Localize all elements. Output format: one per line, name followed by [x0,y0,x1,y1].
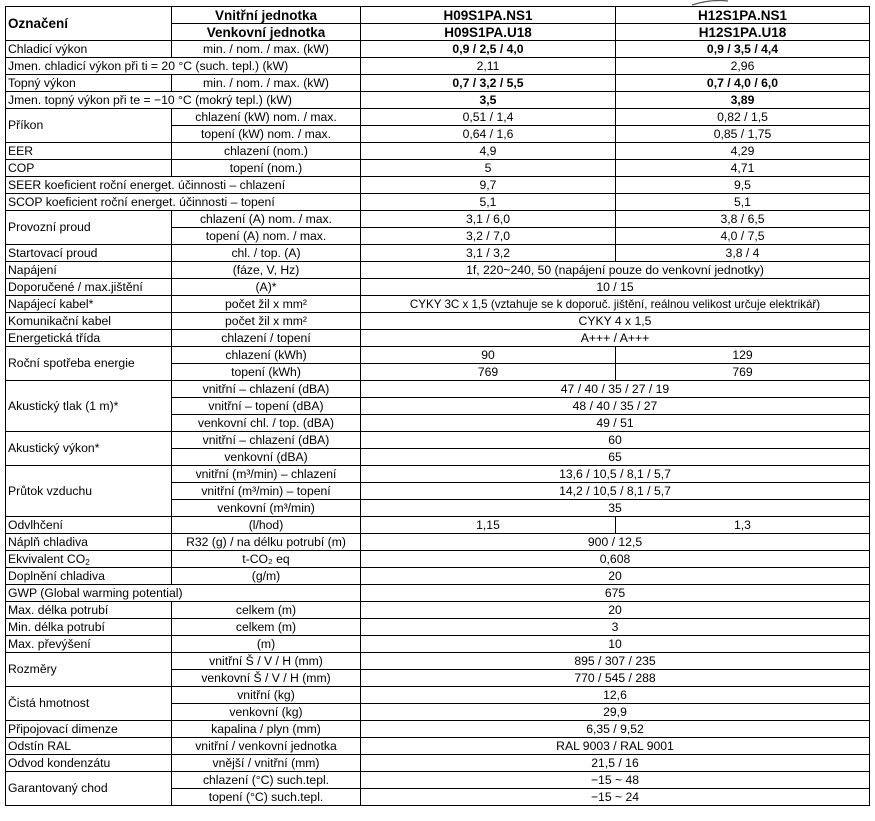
value-model-1-heat-cap: 0,7 / 3,2 / 5,5 [361,75,616,92]
row-condition-sound-power-out: venkovní (dBA) [172,449,361,466]
row-label-text: Doporučené / max.jištění [8,279,143,294]
row-condition-op-current: chlazení (A) nom. / max. [172,211,361,228]
value-model-1-cool-cap: 0,9 / 2,5 / 4,0 [361,41,616,58]
row-label-comm-cable [6,313,172,330]
spec-row-dehum [6,517,870,534]
row-condition-op-range-heat: topení (°C) such.tepl. [172,789,361,806]
value-model-1-annual-cons: 90 [361,347,616,364]
row-condition-dehum: (l/hod) [172,517,361,534]
row-condition-annual-cons: chlazení (kWh) [172,347,361,364]
row-label-start-current [6,245,172,262]
row-condition-airflow: vnitřní (m³/min) – chlazení [172,466,361,483]
value-model-1-annual-cons-heat: 769 [361,364,616,381]
spec-row-seer [6,177,870,194]
spec-row-max-pipe [6,602,870,619]
row-label-text: Odvod kondenzátu [8,755,111,770]
value-model-1-scop: 5,1 [361,194,616,211]
row-label-text: SEER koeficient roční energet. účinnosti – chlazení [8,177,286,192]
spec-row-comm-cable [6,313,870,330]
value-shared-energy-class: A+++ / A+++ [361,330,870,347]
spec-row-condensate [6,755,870,772]
value-model-2-cop: 4,71 [616,160,870,177]
value-model-2-scop: 5,1 [616,194,870,211]
row-condition-refrigerant: R32 (g) / na délku potrubí (m) [172,534,361,551]
row-label-text: Min. délka potrubí [8,619,105,634]
value-model-1-cop: 5 [361,160,616,177]
model-2-outdoor: H12S1PA.U18 [616,24,870,41]
row-label-supply-cable [6,296,172,313]
value-shared-pipe-dim: 6,35 / 9,52 [361,721,870,738]
value-model-1-cool-rated: 2,11 [361,58,616,75]
value-shared-dims-out: 770 / 545 / 288 [361,670,870,687]
value-model-1-eer: 4,9 [361,143,616,160]
row-condition-pipe-dim: kapalina / plyn (mm) [172,721,361,738]
spec-row-cop [6,160,870,177]
value-model-2-heat-cap: 0,7 / 4,0 / 6,0 [616,75,870,92]
row-condition-op-range: chlazení (°C) such.tepl. [172,772,361,789]
row-label-co2 [6,551,172,568]
value-shared-comm-cable: CYKY 4 x 1,5 [361,313,870,330]
spec-row-top-up [6,568,870,585]
value-shared-sound-press: 47 / 40 / 35 / 27 / 19 [361,381,870,398]
row-label-text: Rozměry [8,662,57,676]
value-shared-supply-cable: CYKY 3C x 1,5 (vztahuje se k doporuč. jištění, reálnou velikost určuje elektrikář) [361,296,870,313]
spec-row-min-pipe [6,619,870,636]
value-shared-top-up: 20 [361,568,870,585]
value-shared-condensate: 21,5 / 16 [361,755,870,772]
spec-row-scop [6,194,870,211]
spec-row-sound-press [6,381,870,398]
row-condition-dims: vnitřní Š / V / H (mm) [172,653,361,670]
row-label-subscript: 2 [85,557,90,567]
row-label-text: Průtok vzduchu [8,483,93,498]
value-model-2-power-in: 0,82 / 1,5 [616,109,870,126]
row-label-dehum [6,517,172,534]
specifications-table [5,6,870,806]
spec-row-power-in [6,109,870,126]
row-label-text: Chladicí výkon [8,41,88,56]
row-condition-power-in-heat: topení (kW) nom. / max. [172,126,361,143]
row-condition-top-up: (g/m) [172,568,361,585]
value-model-1-op-current-heat: 3,2 / 7,0 [361,228,616,245]
row-label-text: Příkon [8,118,44,132]
value-shared-sound-press-heat: 48 / 40 / 35 / 27 [361,398,870,415]
row-label-text: Garantovaný chod [8,781,108,795]
value-shared-airflow-heat: 14,2 / 10,5 / 8,1 / 5,7 [361,483,870,500]
spec-row-op-range [6,772,870,789]
row-label-text: Energetická třída [8,330,101,345]
spec-row-weight [6,687,870,704]
row-label-text: Komunikační kabel [8,313,111,328]
row-label-text: Roční spotřeba energie [8,356,135,370]
row-label-text: Ekvivalent CO [8,551,86,566]
row-condition-airflow-out: venkovní (m³/min) [172,500,361,517]
row-label-condensate [6,755,172,772]
row-label-weight [6,687,172,721]
value-model-1-op-current: 3,1 / 6,0 [361,211,616,228]
row-condition-condensate: vnější / vnitřní (mm) [172,755,361,772]
model-2-indoor: H12S1PA.NS1 [616,7,870,24]
value-model-1-seer: 9,7 [361,177,616,194]
value-model-1-power-in-heat: 0,64 / 1,6 [361,126,616,143]
row-condition-power-in: chlazení (kW) nom. / max. [172,109,361,126]
value-shared-op-range: −15 ~ 48 [361,772,870,789]
spec-row-op-current [6,211,870,228]
row-condition-power-supply: (fáze, V, Hz) [172,262,361,279]
row-label-dims [6,653,172,687]
row-label-max-pipe [6,602,172,619]
value-model-1-dehum: 1,15 [361,517,616,534]
row-label-text: Čistá hmotnost [8,696,90,710]
row-label-energy-class [6,330,172,347]
row-condition-ral: vnitřní / venkovní jednotka [172,738,361,755]
value-model-2-start-current: 3,8 / 4 [616,245,870,262]
row-condition-dims-out: venkovní Š / V / H (mm) [172,670,361,687]
row-condition-supply-cable: počet žil x mm² [172,296,361,313]
value-model-2-cool-cap: 0,9 / 3,5 / 4,4 [616,41,870,58]
row-label-fuse [6,279,172,296]
row-condition-co2: t-CO₂ eq [172,551,361,568]
row-label-annual-cons [6,347,172,381]
row-condition-cool-cap: min. / nom. / max. (kW) [172,41,361,58]
row-label-scop [6,194,361,211]
spec-row-cool-cap [6,41,870,58]
row-condition-weight-out: venkovní (kg) [172,704,361,721]
row-label-text: Akustický výkon* [8,441,100,455]
value-shared-weight-out: 29,9 [361,704,870,721]
row-condition-max-pipe: celkem (m) [172,602,361,619]
value-shared-airflow: 13,6 / 10,5 / 8,1 / 5,7 [361,466,870,483]
row-label-op-current [6,211,172,245]
value-shared-airflow-out: 35 [361,500,870,517]
value-model-2-seer: 9,5 [616,177,870,194]
row-label-heat-cap [6,75,172,92]
value-model-2-cool-rated: 2,96 [616,58,870,75]
model-1-indoor: H09S1PA.NS1 [361,7,616,24]
value-model-2-power-in-heat: 0,85 / 1,75 [616,126,870,143]
row-condition-weight: vnitřní (kg) [172,687,361,704]
spec-row-start-current [6,245,870,262]
row-label-text: SCOP koeficient roční energet. účinnosti – topení [8,194,275,209]
indoor-unit-label: Vnitřní jednotka [172,7,361,24]
row-label-cop [6,160,172,177]
row-label-heat-rated [6,92,361,109]
row-condition-min-pipe: celkem (m) [172,619,361,636]
row-label-text: Připojovací dimenze [8,721,118,736]
row-label-cool-rated [6,58,361,75]
row-condition-sound-power: vnitřní – chlazení (dBA) [172,432,361,449]
row-label-text: Odvlhčení [8,517,63,532]
value-model-1-power-in: 0,51 / 1,4 [361,109,616,126]
row-label-text: Startovací proud [8,245,98,260]
spec-row-airflow [6,466,870,483]
value-shared-min-pipe: 3 [361,619,870,636]
row-label-refrigerant [6,534,172,551]
row-label-ral [6,738,172,755]
value-shared-fuse: 10 / 15 [361,279,870,296]
row-label-gwp [6,585,361,602]
row-label-power-supply [6,262,172,279]
row-label-text: Doplnění chladiva [8,568,105,583]
value-shared-co2: 0,608 [361,551,870,568]
value-shared-ral: RAL 9003 / RAL 9001 [361,738,870,755]
value-shared-sound-power-out: 65 [361,449,870,466]
row-label-text: COP [8,160,35,175]
row-label-sound-press [6,381,172,432]
row-label-text: GWP (Global warming potential) [8,585,183,600]
value-model-2-eer: 4,29 [616,143,870,160]
value-shared-max-height: 10 [361,636,870,653]
spec-row-max-height [6,636,870,653]
value-model-2-op-current: 3,8 / 6,5 [616,211,870,228]
row-condition-energy-class: chlazení / topení [172,330,361,347]
value-shared-sound-power: 60 [361,432,870,449]
value-model-2-annual-cons: 129 [616,347,870,364]
spec-row-power-supply [6,262,870,279]
spec-row-annual-cons [6,347,870,364]
row-label-text: Náplň chladiva [8,534,88,549]
row-condition-comm-cable: počet žil x mm² [172,313,361,330]
row-label-min-pipe [6,619,172,636]
row-label-text: Jmen. topný výkon při te = −10 °C (mokrý tepl.) (kW) [8,92,292,107]
row-label-cool-cap [6,41,172,58]
value-shared-gwp: 675 [361,585,870,602]
row-label-op-range [6,772,172,806]
row-condition-heat-cap: min. / nom. / max. (kW) [172,75,361,92]
row-condition-eer: chlazení (nom.) [172,143,361,160]
spec-row-fuse [6,279,870,296]
value-model-1-start-current: 3,1 / 3,2 [361,245,616,262]
designation-header: Označení [6,7,172,41]
value-shared-power-supply: 1f, 220~240, 50 (napájení pouze do venkovní jednotky) [361,262,870,279]
spec-row-sound-power [6,432,870,449]
row-label-text: EER [8,143,34,158]
row-label-text: Jmen. chladicí výkon při ti = 20 °C (such. tepl.) (kW) [8,58,289,73]
row-label-pipe-dim [6,721,172,738]
row-condition-start-current: chl. / top. (A) [172,245,361,262]
spec-row-refrigerant [6,534,870,551]
spec-row-heat-cap [6,75,870,92]
row-label-eer [6,143,172,160]
outdoor-unit-label: Venkovní jednotka [172,24,361,41]
row-label-text: Max. převýšení [8,636,91,651]
row-label-text: Provozní proud [8,220,91,234]
row-label-max-height [6,636,172,653]
row-condition-sound-press-out: venkovní chl. / top. (dBA) [172,415,361,432]
spec-row-co2 [6,551,870,568]
value-model-2-heat-rated: 3,89 [616,92,870,109]
value-shared-dims: 895 / 307 / 235 [361,653,870,670]
row-label-text: Napájecí kabel* [8,296,94,311]
row-label-text: Max. délka potrubí [8,602,109,617]
header-row-indoor [6,7,870,24]
value-shared-weight: 12,6 [361,687,870,704]
row-label-text: Napájení [8,262,57,277]
row-condition-op-current-heat: topení (A) nom. / max. [172,228,361,245]
spec-row-supply-cable [6,296,870,313]
value-shared-refrigerant: 900 / 12,5 [361,534,870,551]
spec-row-gwp [6,585,870,602]
row-label-text: Odstín RAL [8,738,71,753]
row-condition-annual-cons-heat: topení (kWh) [172,364,361,381]
row-condition-airflow-heat: vnitřní (m³/min) – topení [172,483,361,500]
row-condition-max-height: (m) [172,636,361,653]
row-label-text: Akustický tlak (1 m)* [8,398,119,413]
row-label-top-up [6,568,172,585]
value-model-2-annual-cons-heat: 769 [616,364,870,381]
value-model-2-op-current-heat: 4,0 / 7,5 [616,228,870,245]
spec-row-energy-class [6,330,870,347]
row-label-text: Topný výkon [8,75,76,90]
spec-row-eer [6,143,870,160]
row-condition-cop: topení (nom.) [172,160,361,177]
spec-row-pipe-dim [6,721,870,738]
row-label-airflow [6,466,172,517]
value-model-2-dehum: 1,3 [616,517,870,534]
row-condition-fuse: (A)* [172,279,361,296]
row-condition-sound-press: vnitřní – chlazení (dBA) [172,381,361,398]
spec-row-heat-rated [6,92,870,109]
row-label-sound-power [6,432,172,466]
row-label-seer [6,177,361,194]
value-shared-max-pipe: 20 [361,602,870,619]
row-condition-sound-press-heat: vnitřní – topení (dBA) [172,398,361,415]
model-1-outdoor: H09S1PA.U18 [361,24,616,41]
value-shared-sound-press-out: 49 / 51 [361,415,870,432]
row-label-power-in [6,109,172,143]
spec-row-cool-rated [6,58,870,75]
value-model-1-heat-rated: 3,5 [361,92,616,109]
value-shared-op-range-heat: −15 ~ 24 [361,789,870,806]
spec-row-ral [6,738,870,755]
spec-row-dims [6,653,870,670]
